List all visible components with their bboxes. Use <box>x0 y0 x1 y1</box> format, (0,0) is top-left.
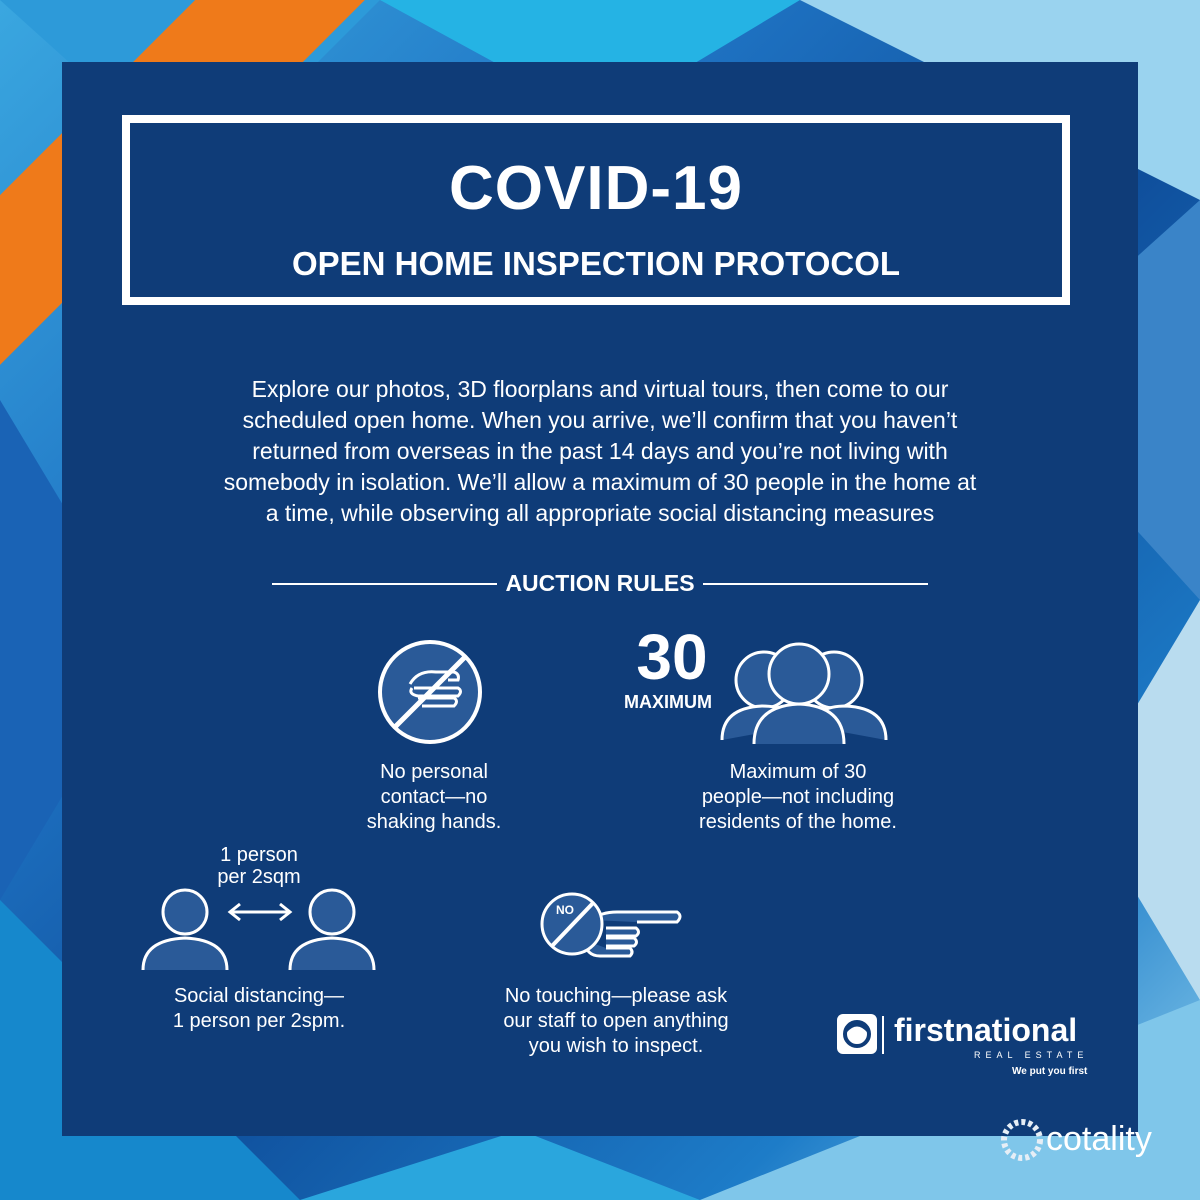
max-number: 30 <box>636 621 708 693</box>
no-touching-icon <box>536 880 686 980</box>
page-title: COVID-19 <box>449 154 743 223</box>
caption-line: 1 person <box>220 844 298 866</box>
intro-line: Explore our photos, 3D floorplans and virtual tours, then come to our <box>251 376 949 402</box>
rules-divider-right <box>703 583 928 585</box>
main-panel <box>62 62 1138 1136</box>
rules-divider-left <box>272 583 497 585</box>
rule-caption-distancing <box>134 984 384 1034</box>
no-handshake-icon <box>372 634 492 754</box>
max-label: MAXIMUM <box>624 692 712 712</box>
caption-line: our staff to open anything <box>503 1010 729 1032</box>
intro-paragraph <box>142 374 1058 529</box>
no-text: NO <box>556 903 574 917</box>
social-distancing-icon <box>140 888 380 972</box>
brand-tagline: We put you first <box>1012 1066 1088 1077</box>
cotality-watermark: cotality <box>1046 1120 1152 1158</box>
caption-line: per 2sqm <box>217 866 301 888</box>
caption-line: 1 person per 2spm. <box>172 1010 346 1032</box>
intro-line: returned from overseas in the past 14 days and you’re not living with <box>252 438 948 464</box>
rule-caption-no-contact <box>330 760 538 835</box>
intro-line: scheduled open home. When you arrive, we’ll confirm that you haven’t <box>242 407 958 433</box>
group-people-icon <box>714 640 894 750</box>
caption-line: contact—no <box>380 786 488 808</box>
caption-line: Social distancing— <box>173 985 345 1007</box>
caption-line: No personal <box>380 761 488 783</box>
distance-label <box>184 844 334 888</box>
caption-line: people—not including <box>701 786 895 808</box>
cotality-logo-icon <box>1000 1118 1044 1162</box>
rule-caption-no-touching <box>466 984 766 1059</box>
firstnational-logo-icon <box>835 1012 891 1056</box>
caption-line: residents of the home. <box>699 811 897 833</box>
caption-line: shaking hands. <box>366 811 502 833</box>
intro-line: a time, while observing all appropriate social distancing measures <box>265 500 935 526</box>
brand-subtitle: REAL ESTATE <box>974 1050 1089 1060</box>
page-subtitle: OPEN HOME INSPECTION PROTOCOL <box>291 245 901 282</box>
rule-caption-max-people <box>658 760 938 835</box>
rules-heading: AUCTION RULES <box>505 570 695 596</box>
brand-name: firstnational <box>894 1012 1078 1048</box>
caption-line: you wish to inspect. <box>528 1035 704 1057</box>
intro-line: somebody in isolation. We’ll allow a maximum of 30 people in the home at <box>223 469 977 495</box>
caption-line: No touching—please ask <box>504 985 728 1007</box>
caption-line: Maximum of 30 <box>729 761 867 783</box>
title-box <box>122 115 1070 305</box>
